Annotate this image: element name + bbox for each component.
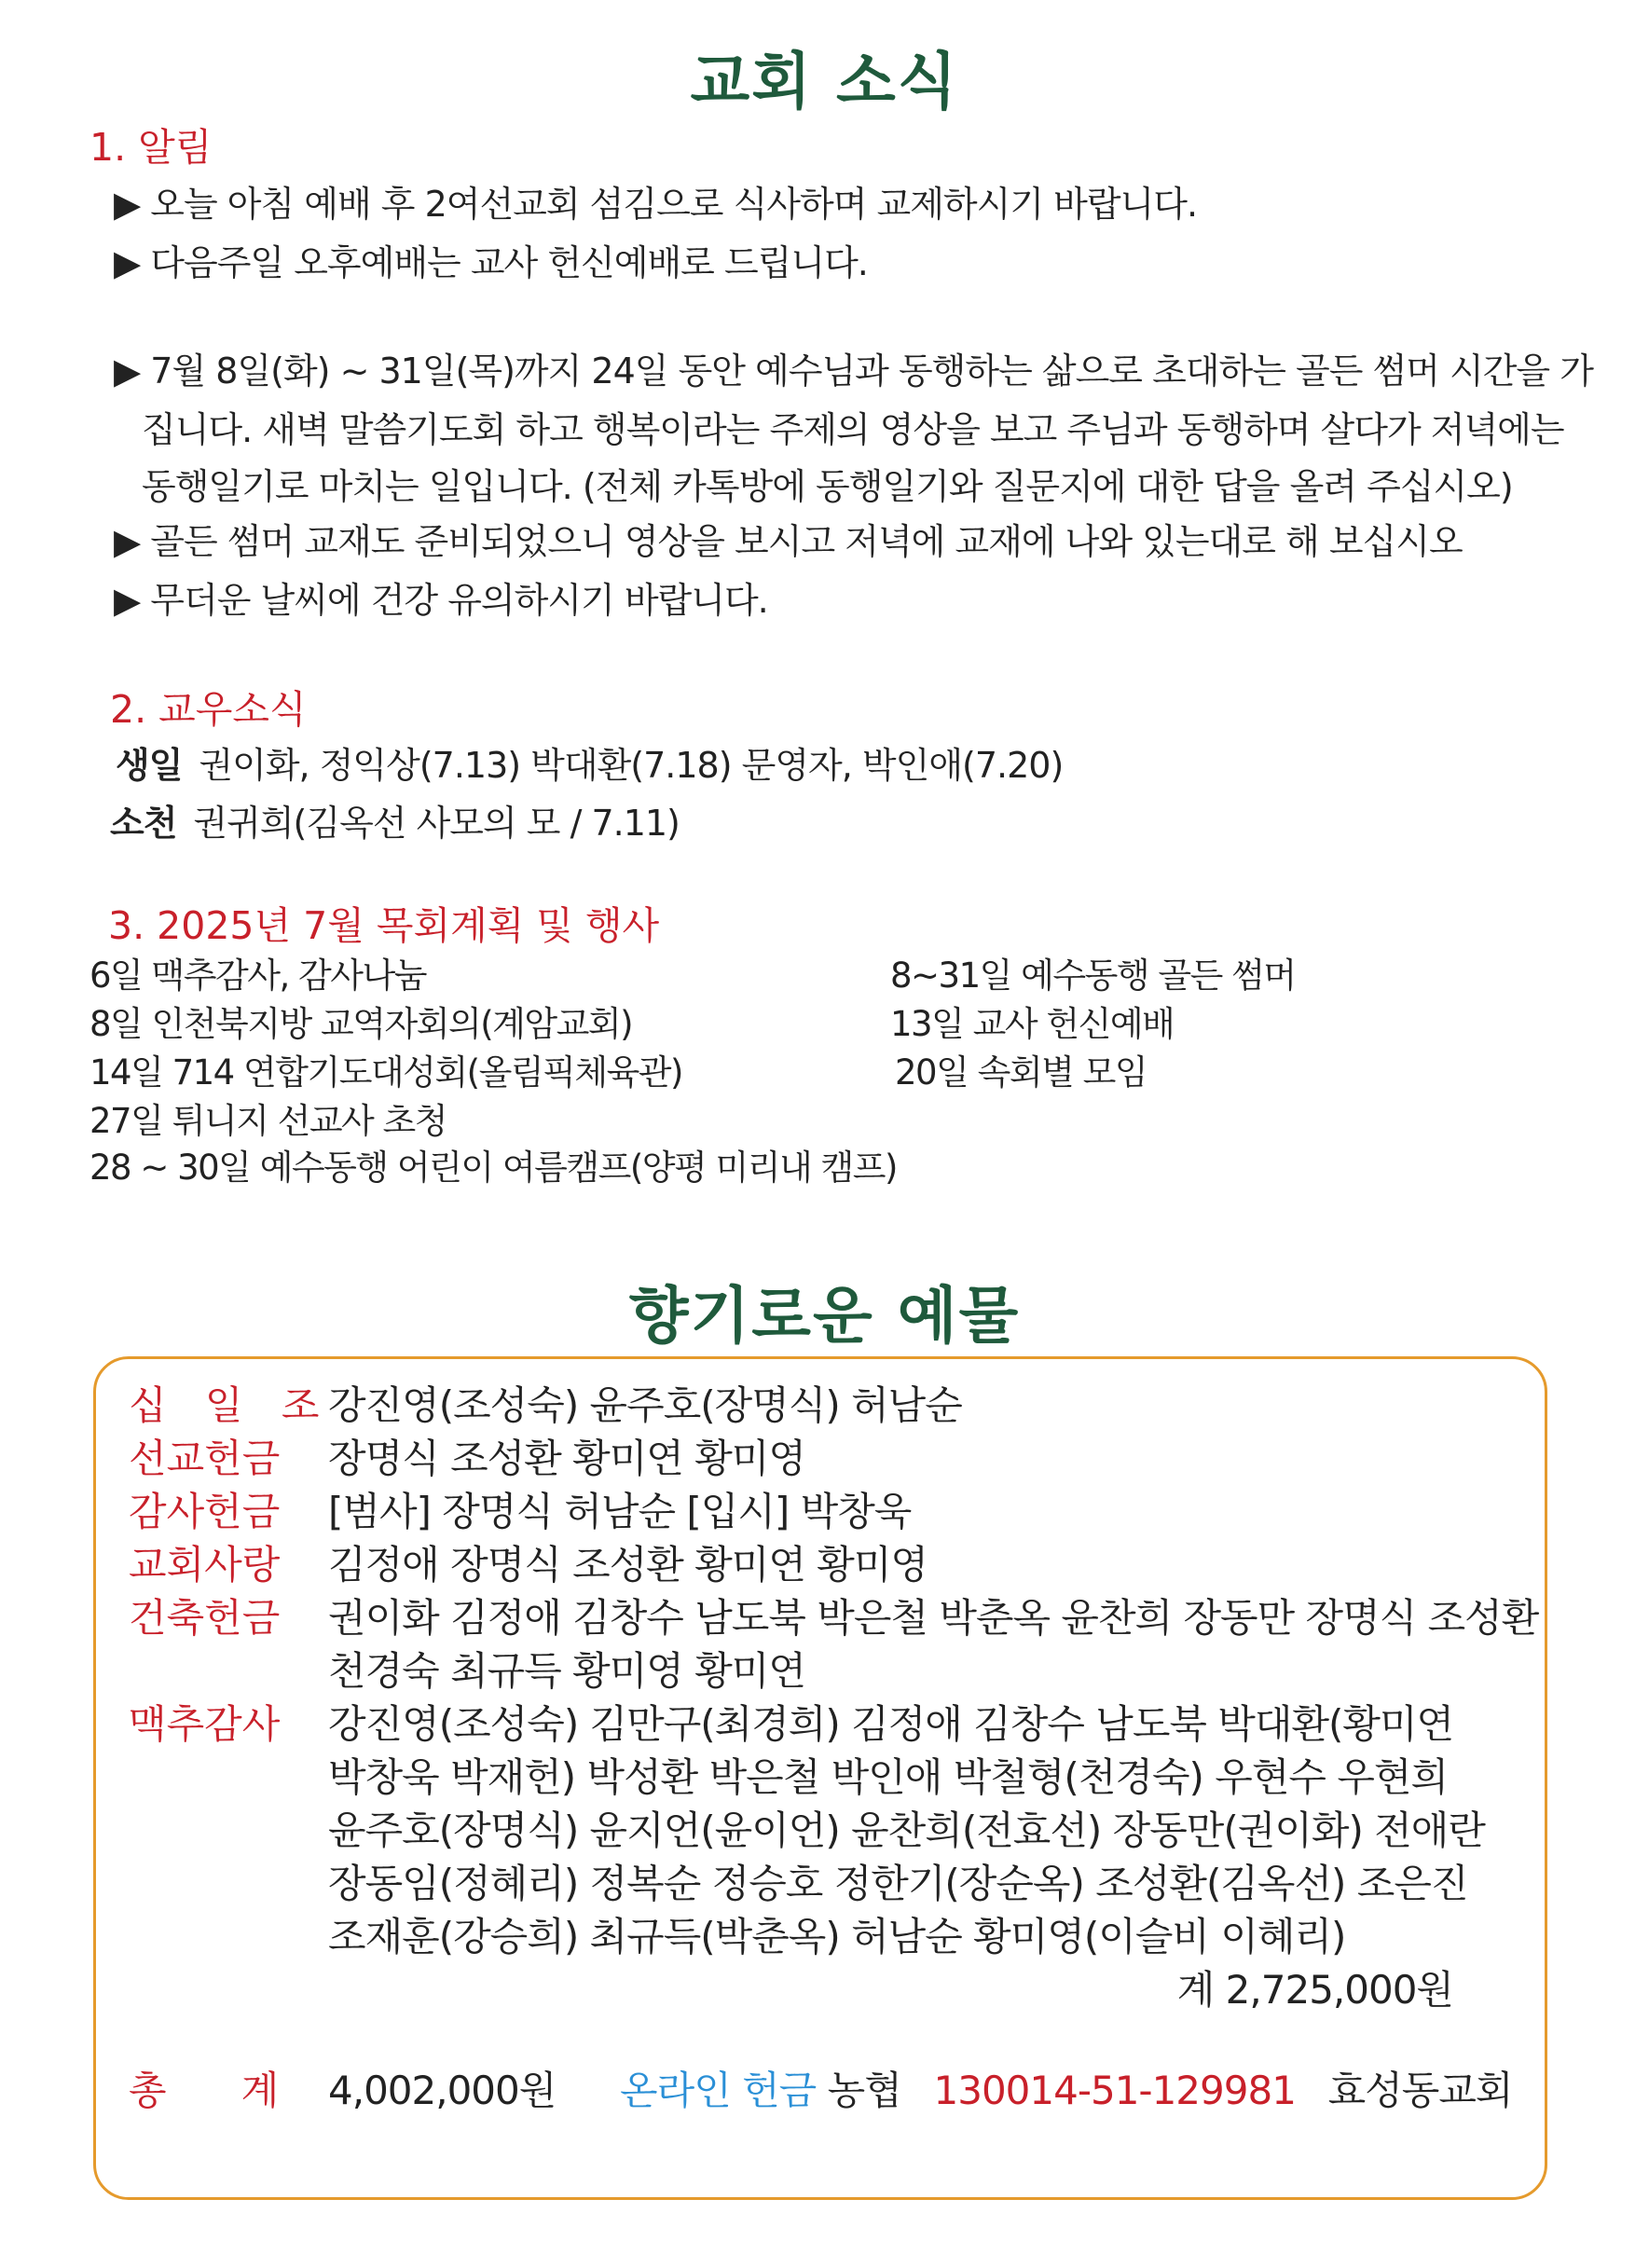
notice-item-2: ▶ 다음주일 오후예배는 교사 헌신예배로 드립니다. [114,242,868,283]
plan-right-2: 13일 교사 헌신예배 [890,1004,1175,1044]
birthday-text: 권이화, 정익상(7.13) 박대환(7.18) 문영자, 박인애(7.20) [199,745,1064,786]
harvest-names-2: 박창욱 박재헌) 박성환 박은철 박인애 박철형(천경숙) 우현수 우현희 [328,1754,1449,1800]
account-number: 130014-51-129981 [933,2068,1296,2113]
notice-item-4: ▶ 골든 썸머 교재도 준비되었으니 영상을 보시고 저녁에 교재에 나와 있는대로 해 보십시오 [114,521,1463,562]
building-names-1: 권이화 김정애 김창수 남도북 박은철 박춘옥 윤찬희 장동만 장명식 조성환 [328,1595,1539,1641]
total-line [328,2060,1513,2116]
label-mission: 선교헌금 [129,1436,281,1481]
harvest-subtotal: 계 2,725,000원 [1176,1967,1453,2013]
tithe-names: 강진영(조성숙) 윤주호(장명식) 허남순 [328,1382,962,1428]
news-title: 교회 소식 [690,46,959,117]
plan-right-3: 20일 속회별 모임 [895,1052,1147,1093]
plan-left-3: 14일 714 연합기도대성회(올림픽체육관) [89,1052,682,1093]
harvest-names-1: 강진영(조성숙) 김만구(최경희) 김정애 김창수 남도북 박대환(황미연 [328,1701,1454,1747]
total-amount: 4,002,000원 [328,2068,557,2113]
mission-names: 장명식 조성환 황미연 황미영 [328,1436,805,1481]
bank-name: 농협 [827,2068,901,2113]
offering-title: 향기로운 예물 [628,1280,1021,1352]
plan-left-4: 27일 튀니지 선교사 초청 [89,1101,447,1141]
birthday-label: 생일 [116,745,183,786]
notice-heading: 1. 알림 [89,125,213,170]
plan-left-5: 28 ~ 30일 예수동행 어린이 여름캠프(양평 미리내 캠프) [89,1148,897,1188]
notice-item-3: ▶ 7월 8일(화) ~ 31일(목)까지 24일 동안 예수님과 동행하는 삶으로 초대하는 골든 썸머 시간을 가 [114,351,1593,392]
birthday-line [116,736,1063,788]
death-text: 권귀희(김옥선 사모의 모 / 7.11) [193,803,680,844]
label-building: 건축헌금 [129,1595,281,1641]
death-line [110,794,680,845]
notice-item-3-cont-2: 동행일기로 마치는 일입니다. (전체 카톡방에 동행일기와 질문지에 대한 답을 올려 주십시오) [142,466,1513,507]
plan-right-1: 8~31일 예수동행 골든 썸머 [890,955,1296,996]
church-love-names: 김정애 장명식 조성환 황미연 황미영 [328,1542,928,1588]
notice-item-5: ▶ 무더운 날씨에 건강 유의하시기 바랍니다. [114,580,768,621]
notice-item-3-cont-1: 집니다. 새벽 말씀기도회 하고 행복이라는 주제의 영상을 보고 주님과 동행하며 살다가 저녁에는 [142,409,1564,450]
harvest-names-5: 조재훈(강승희) 최규득(박춘옥) 허남순 황미영(이슬비 이혜리) [328,1914,1346,1959]
total-label: 총 계 [129,2068,280,2113]
thanks-names: [범사] 장명식 허남순 [입시] 박창욱 [328,1489,912,1534]
harvest-names-3: 윤주호(장명식) 윤지언(윤이언) 윤찬희(전효선) 장동만(권이화) 전애란 [328,1808,1485,1853]
building-names-2: 천경숙 최규득 황미영 황미연 [328,1648,805,1694]
label-harvest: 맥추감사 [129,1701,281,1747]
plan-left-2: 8일 인천북지방 교역자회의(계암교회) [89,1004,633,1044]
account-holder: 효성동교회 [1327,2068,1513,2113]
plan-heading: 3. 2025년 7월 목회계획 및 행사 [108,903,660,948]
online-offering-label: 온라인 헌금 [620,2068,817,2113]
label-thanks: 감사헌금 [129,1489,281,1534]
harvest-names-4: 장동임(정혜리) 정복순 정승호 정한기(장순옥) 조성환(김옥선) 조은진 [328,1861,1468,1906]
notice-item-1: ▶ 오늘 아침 예배 후 2여선교회 섬김으로 식사하며 교제하시기 바랍니다. [114,184,1198,225]
label-church-love: 교회사랑 [129,1542,281,1588]
members-heading: 2. 교우소식 [110,687,307,732]
death-label: 소천 [110,803,177,844]
plan-left-1: 6일 맥추감사, 감사나눔 [89,955,427,996]
label-tithe: 십 일 조 [129,1382,333,1428]
